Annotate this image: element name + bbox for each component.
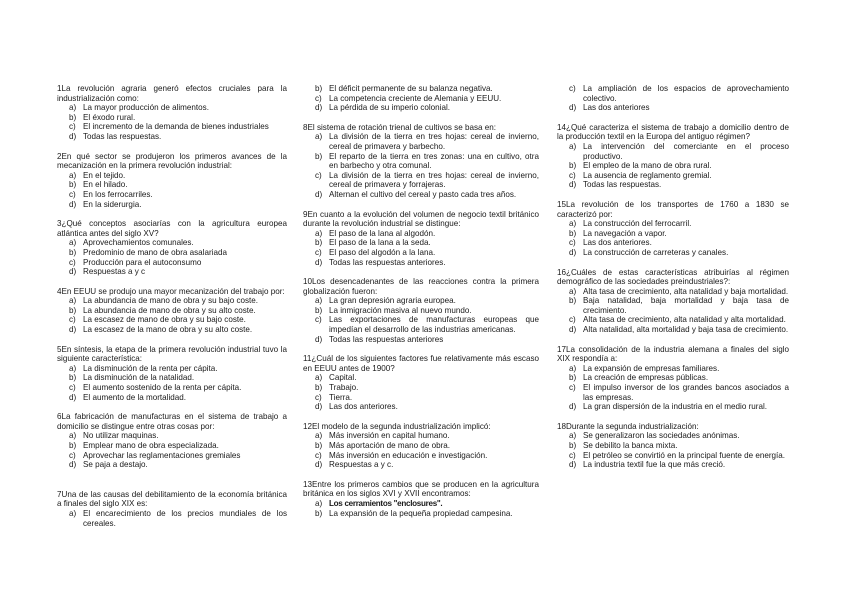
question-block	[557, 84, 789, 113]
option-text: Respuestas a y c.	[329, 460, 394, 470]
option-text: En los ferrocarriles.	[83, 189, 153, 199]
option-item	[303, 441, 539, 451]
option-letter: c)	[315, 450, 322, 460]
option-letter: c)	[315, 392, 322, 402]
option-text: La disminución de la natalidad.	[83, 373, 195, 383]
question-block	[57, 219, 287, 277]
option-letter: d)	[315, 189, 323, 199]
option-text: Se generalizaron las sociedades anónimas.	[583, 431, 740, 441]
option-letter: d)	[69, 392, 77, 402]
option-text: El paso del algodón a la lana.	[329, 247, 436, 257]
option-letter: a)	[69, 103, 77, 113]
option-letter: d)	[315, 257, 323, 267]
question-stem: 18Durante la segunda industrialización:	[557, 421, 699, 431]
option-text: La división de la tierra en tres hojas: cereal de invierno, cereal de primavera y barbecho.	[329, 132, 539, 151]
option-text: La abundancia de mano de obra y su alto coste.	[83, 305, 256, 315]
option-item	[557, 171, 789, 181]
option-letter: b)	[69, 247, 77, 257]
option-letter: d)	[569, 180, 577, 190]
option-text: La industria textil fue la que más creció.	[583, 460, 726, 470]
question-block	[303, 354, 539, 412]
option-text: La inmigración masiva al nuevo mundo.	[329, 305, 472, 315]
question-stem: 9En cuanto a la evolución del volumen de negocio textil británico durante la revolución industrial se distingue:	[303, 209, 539, 229]
option-letter: c)	[569, 450, 576, 460]
option-list	[303, 431, 539, 469]
option-letter: b)	[69, 180, 77, 190]
option-text: La ampliación de los espacios de aprovechamiento colectivo.	[583, 84, 789, 103]
option-letter: d)	[569, 247, 577, 257]
option-text: Baja natalidad, baja mortalidad y baja tasa de crecimiento.	[583, 296, 789, 315]
option-text: Todas las respuestas anteriores.	[329, 257, 446, 267]
option-letter: b)	[315, 383, 323, 393]
question-stem: 8El sistema de rotación trienal de cultivos se basa en:	[303, 122, 497, 132]
option-letter: a)	[569, 431, 577, 441]
option-letter: c)	[69, 315, 76, 325]
option-text: La construcción de carreteras y canales.	[583, 247, 729, 257]
option-item	[303, 238, 539, 248]
option-letter: a)	[315, 228, 323, 238]
option-item	[57, 190, 287, 200]
option-item	[303, 373, 539, 383]
option-text: Más inversión en educación e investigación.	[329, 450, 488, 460]
question-stem: 4En EEUU se produjo una mayor mecanización del trabajo por:	[57, 286, 285, 296]
option-item	[57, 441, 287, 451]
option-item	[57, 180, 287, 190]
question-block	[57, 490, 287, 528]
option-text: Todas las respuestas anteriores	[329, 334, 444, 344]
option-item	[57, 306, 287, 316]
option-item	[303, 171, 539, 190]
question-stem: 7Una de las causas del debilitamiento de la economía británica a finales del siglo XIX es:	[57, 489, 287, 509]
option-item	[57, 267, 287, 277]
option-text: Todas las respuestas.	[583, 180, 662, 190]
option-text: La creación de empresas públicas.	[583, 373, 709, 383]
option-letter: a)	[69, 363, 77, 373]
option-item	[303, 94, 539, 104]
option-item	[57, 383, 287, 393]
option-letter: c)	[569, 170, 576, 180]
option-letter: c)	[315, 93, 322, 103]
option-text: La división de la tierra en tres hojas: cereal de invierno, cereal de primavera y forrajeras.	[329, 170, 539, 190]
option-letter: b)	[569, 228, 577, 238]
question-stem: 6La fabricación de manufacturas en el sistema de trabajo a domicilio se distingue entre otras cosas por:	[57, 412, 287, 431]
option-letter: d)	[69, 131, 77, 141]
option-text: El déficit permanente de su balanza negativa.	[329, 84, 493, 93]
question-stem: 5En síntesis, la etapa de la primera revolución industrial tuvo la siguiente característica:	[57, 344, 287, 364]
option-text: La navegación a vapor.	[583, 228, 667, 238]
option-list	[303, 229, 539, 267]
option-item	[557, 460, 789, 470]
option-list	[303, 132, 539, 199]
question-stem: 11¿Cuál de los siguientes factores fue relativamente más escaso en EEUU antes de 1900?	[303, 354, 539, 373]
option-text: Todas las respuestas.	[83, 131, 162, 141]
option-item	[57, 325, 287, 335]
option-text: Aprovechar las reglamentaciones gremiales	[83, 450, 241, 460]
column-middle	[303, 84, 539, 518]
option-item	[57, 258, 287, 268]
question-block	[557, 123, 789, 190]
option-text: La pérdida de su imperio colonial.	[329, 103, 451, 113]
option-text: El paso de la lana al algodón.	[329, 228, 436, 238]
question-stem: 1La revolución agraria generó efectos cruciales para la industrialización como:	[57, 84, 287, 103]
option-text: Las dos anteriores	[583, 103, 650, 113]
option-item	[557, 142, 789, 161]
option-item	[303, 393, 539, 403]
option-text: La expansión de empresas familiares.	[583, 363, 720, 373]
option-text: Capital.	[329, 373, 357, 383]
option-text: Producción para el autoconsumo	[83, 257, 202, 267]
option-letter: c)	[69, 450, 76, 460]
option-letter: b)	[569, 373, 577, 383]
option-item	[303, 499, 539, 509]
option-letter: b)	[315, 238, 323, 248]
question-stem: 10Los desencadenantes de las reacciones contra la primera globalización fueron:	[303, 277, 539, 296]
question-block	[557, 422, 789, 470]
option-text: La escasez de la mano de obra y su alto coste.	[83, 325, 253, 335]
option-item	[303, 431, 539, 441]
option-item	[557, 325, 789, 335]
option-letter: b)	[569, 441, 577, 450]
option-item	[57, 373, 287, 383]
question-block	[303, 480, 539, 518]
option-letter: b)	[315, 508, 323, 518]
option-item	[303, 451, 539, 461]
option-text: La competencia creciente de Alemania y EEUU.	[329, 93, 502, 103]
option-letter: a)	[69, 170, 77, 180]
option-item	[557, 402, 789, 412]
option-list	[57, 431, 287, 469]
option-letter: b)	[315, 305, 323, 315]
option-letter: d)	[69, 199, 77, 209]
option-item	[57, 122, 287, 132]
option-letter: d)	[315, 460, 323, 470]
option-item	[303, 460, 539, 470]
option-item	[557, 296, 789, 315]
option-list	[57, 509, 287, 528]
option-letter: a)	[569, 286, 577, 296]
option-letter: c)	[569, 84, 576, 93]
option-item	[57, 393, 287, 403]
option-item	[303, 103, 539, 113]
column-left	[57, 84, 287, 528]
option-item	[57, 171, 287, 181]
question-stem: 13Entre los primeros cambios que se producen en la agricultura británica en los siglos XVI y XVII encontramos:	[303, 479, 539, 499]
option-text: La ausencia de reglamento gremial.	[583, 170, 712, 180]
option-item	[557, 441, 789, 451]
option-item	[303, 229, 539, 239]
option-item	[557, 451, 789, 461]
option-letter: c)	[69, 383, 76, 393]
option-text: La disminución de la renta per cápita.	[83, 363, 218, 373]
option-letter: a)	[69, 296, 77, 306]
option-item	[557, 161, 789, 171]
option-item	[303, 402, 539, 412]
option-item	[557, 229, 789, 239]
option-text: Las exportaciones de manufacturas europeas que impedían el desarrollo de las industrias americanas.	[329, 315, 539, 335]
question-stem: 2En qué sector se produjeron los primeros avances de la mecanización en la primera revolución industrial:	[57, 151, 287, 171]
option-letter: a)	[315, 132, 323, 142]
option-item	[57, 296, 287, 306]
option-text: Emplear mano de obra especializada.	[83, 441, 219, 450]
question-stem: 3¿Qué conceptos asociarías con la agricultura europea atlántica antes del siglo XV?	[57, 219, 287, 238]
question-stem: 12El modelo de la segunda industrialización implicó:	[303, 421, 491, 431]
question-block	[557, 200, 789, 258]
option-item	[57, 200, 287, 210]
column-right	[557, 84, 789, 470]
option-letter: c)	[69, 189, 76, 199]
option-letter: b)	[69, 305, 77, 315]
option-list	[57, 103, 287, 141]
option-text: Las dos anteriores.	[329, 402, 398, 412]
option-letter: a)	[569, 363, 577, 373]
option-text: Se paja a destajo.	[83, 460, 148, 470]
option-letter: b)	[315, 441, 323, 450]
option-letter: a)	[569, 141, 577, 151]
option-letter: d)	[315, 334, 323, 344]
option-letter: a)	[315, 431, 323, 441]
question-stem: 14¿Qué caracteriza el sistema de trabajo a domicilio dentro de la producción textil en la Europa del antiguo régimen?	[557, 122, 789, 142]
option-letter: b)	[569, 296, 577, 306]
option-letter: b)	[69, 373, 77, 383]
question-block	[57, 345, 287, 403]
option-letter: c)	[315, 315, 322, 325]
option-list	[57, 364, 287, 402]
option-text: Alta natalidad, alta mortalidad y baja tasa de crecimiento.	[583, 325, 789, 335]
option-text: La expansión de la pequeña propiedad campesina.	[329, 508, 513, 518]
option-item	[57, 132, 287, 142]
option-text: El impulso inversor de los grandes bancos asociados a las empresas.	[583, 383, 789, 402]
option-text: El petróleo se convirtió en la principal fuente de energía.	[583, 450, 786, 460]
option-item	[57, 431, 287, 441]
option-letter: c)	[569, 383, 576, 393]
option-item	[303, 190, 539, 200]
option-item	[57, 103, 287, 113]
option-text: Aprovechamientos comunales.	[83, 238, 194, 248]
option-letter: c)	[69, 257, 76, 267]
option-list	[557, 431, 789, 469]
option-item	[57, 238, 287, 248]
question-stem: 16¿Cuáles de estas características atribuirías al régimen demográfico de las sociedades preindustriales?:	[557, 267, 789, 287]
option-letter: a)	[69, 238, 77, 248]
question-block	[57, 152, 287, 210]
option-text: Predominio de mano de obra asalariada	[83, 247, 227, 257]
option-item	[303, 152, 539, 171]
option-text: La intervención del comerciante en el proceso productivo.	[583, 141, 789, 161]
option-text: El aumento sostenido de la renta per cápita.	[83, 383, 242, 393]
option-letter: a)	[315, 373, 323, 383]
option-letter: d)	[569, 460, 577, 470]
option-letter: d)	[69, 267, 77, 277]
option-text: Alternan el cultivo del cereal y pasto cada tres años.	[329, 189, 517, 199]
option-letter: c)	[69, 122, 76, 132]
option-letter: b)	[69, 441, 77, 450]
option-item	[57, 113, 287, 123]
option-item	[57, 451, 287, 461]
option-text: La escasez de mano de obra y su bajo coste.	[83, 315, 246, 325]
question-block	[557, 268, 789, 335]
option-letter: d)	[569, 325, 577, 335]
question-block	[557, 345, 789, 412]
option-item	[303, 258, 539, 268]
option-letter: a)	[315, 498, 323, 508]
option-item	[303, 509, 539, 519]
option-item	[303, 248, 539, 258]
question-stem: 15La revolución de los transportes de 1760 a 1830 se caracterizó por:	[557, 199, 789, 219]
option-letter: d)	[569, 103, 577, 113]
option-item	[57, 315, 287, 325]
question-block	[303, 84, 539, 113]
question-stem: 17La consolidación de la industria alemana a finales del siglo XIX respondía a:	[557, 344, 789, 364]
option-text: Tierra.	[329, 392, 353, 402]
option-item	[303, 296, 539, 306]
option-text: Más inversión en capital humano.	[329, 431, 450, 441]
option-item	[57, 509, 287, 528]
option-letter: c)	[569, 238, 576, 248]
option-letter: d)	[569, 402, 577, 412]
question-block	[303, 210, 539, 268]
option-item	[557, 431, 789, 441]
option-list	[303, 499, 539, 518]
question-block	[303, 123, 539, 200]
option-list	[557, 142, 789, 190]
option-item	[557, 383, 789, 402]
option-text: El aumento de la mortalidad.	[83, 392, 187, 402]
option-list	[303, 84, 539, 113]
option-item	[303, 306, 539, 316]
option-item	[303, 315, 539, 334]
option-text: La mayor producción de alimentos.	[83, 103, 209, 113]
option-item	[57, 248, 287, 258]
option-letter: d)	[315, 103, 323, 113]
option-letter: a)	[569, 219, 577, 229]
option-text: La gran depresión agraria europea.	[329, 296, 456, 306]
option-text: El empleo de la mano de obra rural.	[583, 161, 712, 171]
option-text: Alta tasa de crecimiento, alta natalidad y alta mortalidad.	[583, 315, 786, 325]
option-list	[303, 296, 539, 344]
option-list	[57, 296, 287, 334]
option-item	[557, 364, 789, 374]
option-letter: c)	[569, 315, 576, 325]
option-text: Alta tasa de crecimiento, alta natalidad y baja mortalidad.	[583, 286, 789, 296]
option-text: El encarecimiento de los precios mundiales de los cereales.	[83, 508, 287, 528]
option-list	[303, 373, 539, 411]
option-text: En el tejido.	[83, 170, 126, 180]
option-text: El éxodo rural.	[83, 112, 136, 122]
option-item	[557, 315, 789, 325]
option-item	[557, 287, 789, 297]
option-text: Más aportación de mano de obra.	[329, 441, 451, 450]
option-text: El paso de la lana a la seda.	[329, 238, 431, 248]
option-text: Trabajo.	[329, 383, 359, 393]
question-block	[303, 422, 539, 470]
option-item	[557, 238, 789, 248]
option-item	[557, 84, 789, 103]
option-letter: b)	[315, 84, 323, 93]
option-item	[303, 132, 539, 151]
option-item	[57, 364, 287, 374]
question-block	[57, 84, 287, 142]
option-text: La construcción del ferrocarril.	[583, 219, 692, 229]
question-block	[303, 277, 539, 344]
option-item	[303, 84, 539, 94]
option-text: No utilizar maquinas.	[83, 431, 159, 441]
option-letter: c)	[315, 170, 322, 180]
option-text: En el hilado.	[83, 180, 128, 190]
option-text: Los cerramientos "enclosures".	[329, 498, 443, 508]
option-item	[57, 460, 287, 470]
option-text: El reparto de la tierra en tres zonas: una en cultivo, otra en barbecho y otra comunal.	[329, 151, 539, 171]
option-list	[557, 287, 789, 335]
option-letter: c)	[315, 247, 322, 257]
option-letter: d)	[69, 460, 77, 470]
option-letter: a)	[315, 296, 323, 306]
option-list	[557, 364, 789, 412]
option-text: Se debilito la banca mixta.	[583, 441, 678, 450]
option-letter: d)	[69, 325, 77, 335]
option-item	[303, 383, 539, 393]
option-item	[557, 219, 789, 229]
option-text: El incremento de la demanda de bienes industriales	[83, 122, 269, 132]
option-letter: b)	[69, 112, 77, 122]
option-item	[557, 248, 789, 258]
option-text: Las dos anteriores.	[583, 238, 652, 248]
option-item	[303, 335, 539, 345]
option-list	[557, 84, 789, 113]
option-text: En la siderurgia.	[83, 199, 142, 209]
option-list	[57, 171, 287, 209]
option-letter: b)	[315, 151, 323, 161]
question-block	[57, 412, 287, 470]
option-text: La abundancia de mano de obra y su bajo coste.	[83, 296, 259, 306]
option-item	[557, 180, 789, 190]
question-block	[57, 287, 287, 335]
option-list	[57, 238, 287, 276]
option-list	[557, 219, 789, 257]
option-item	[557, 373, 789, 383]
option-letter: b)	[569, 161, 577, 171]
option-text: La gran dispersión de la industria en el medio rural.	[583, 402, 768, 412]
option-letter: d)	[315, 402, 323, 412]
option-text: Respuestas a y c	[83, 267, 146, 277]
option-letter: a)	[69, 431, 77, 441]
option-letter: a)	[69, 508, 77, 518]
option-item	[557, 103, 789, 113]
